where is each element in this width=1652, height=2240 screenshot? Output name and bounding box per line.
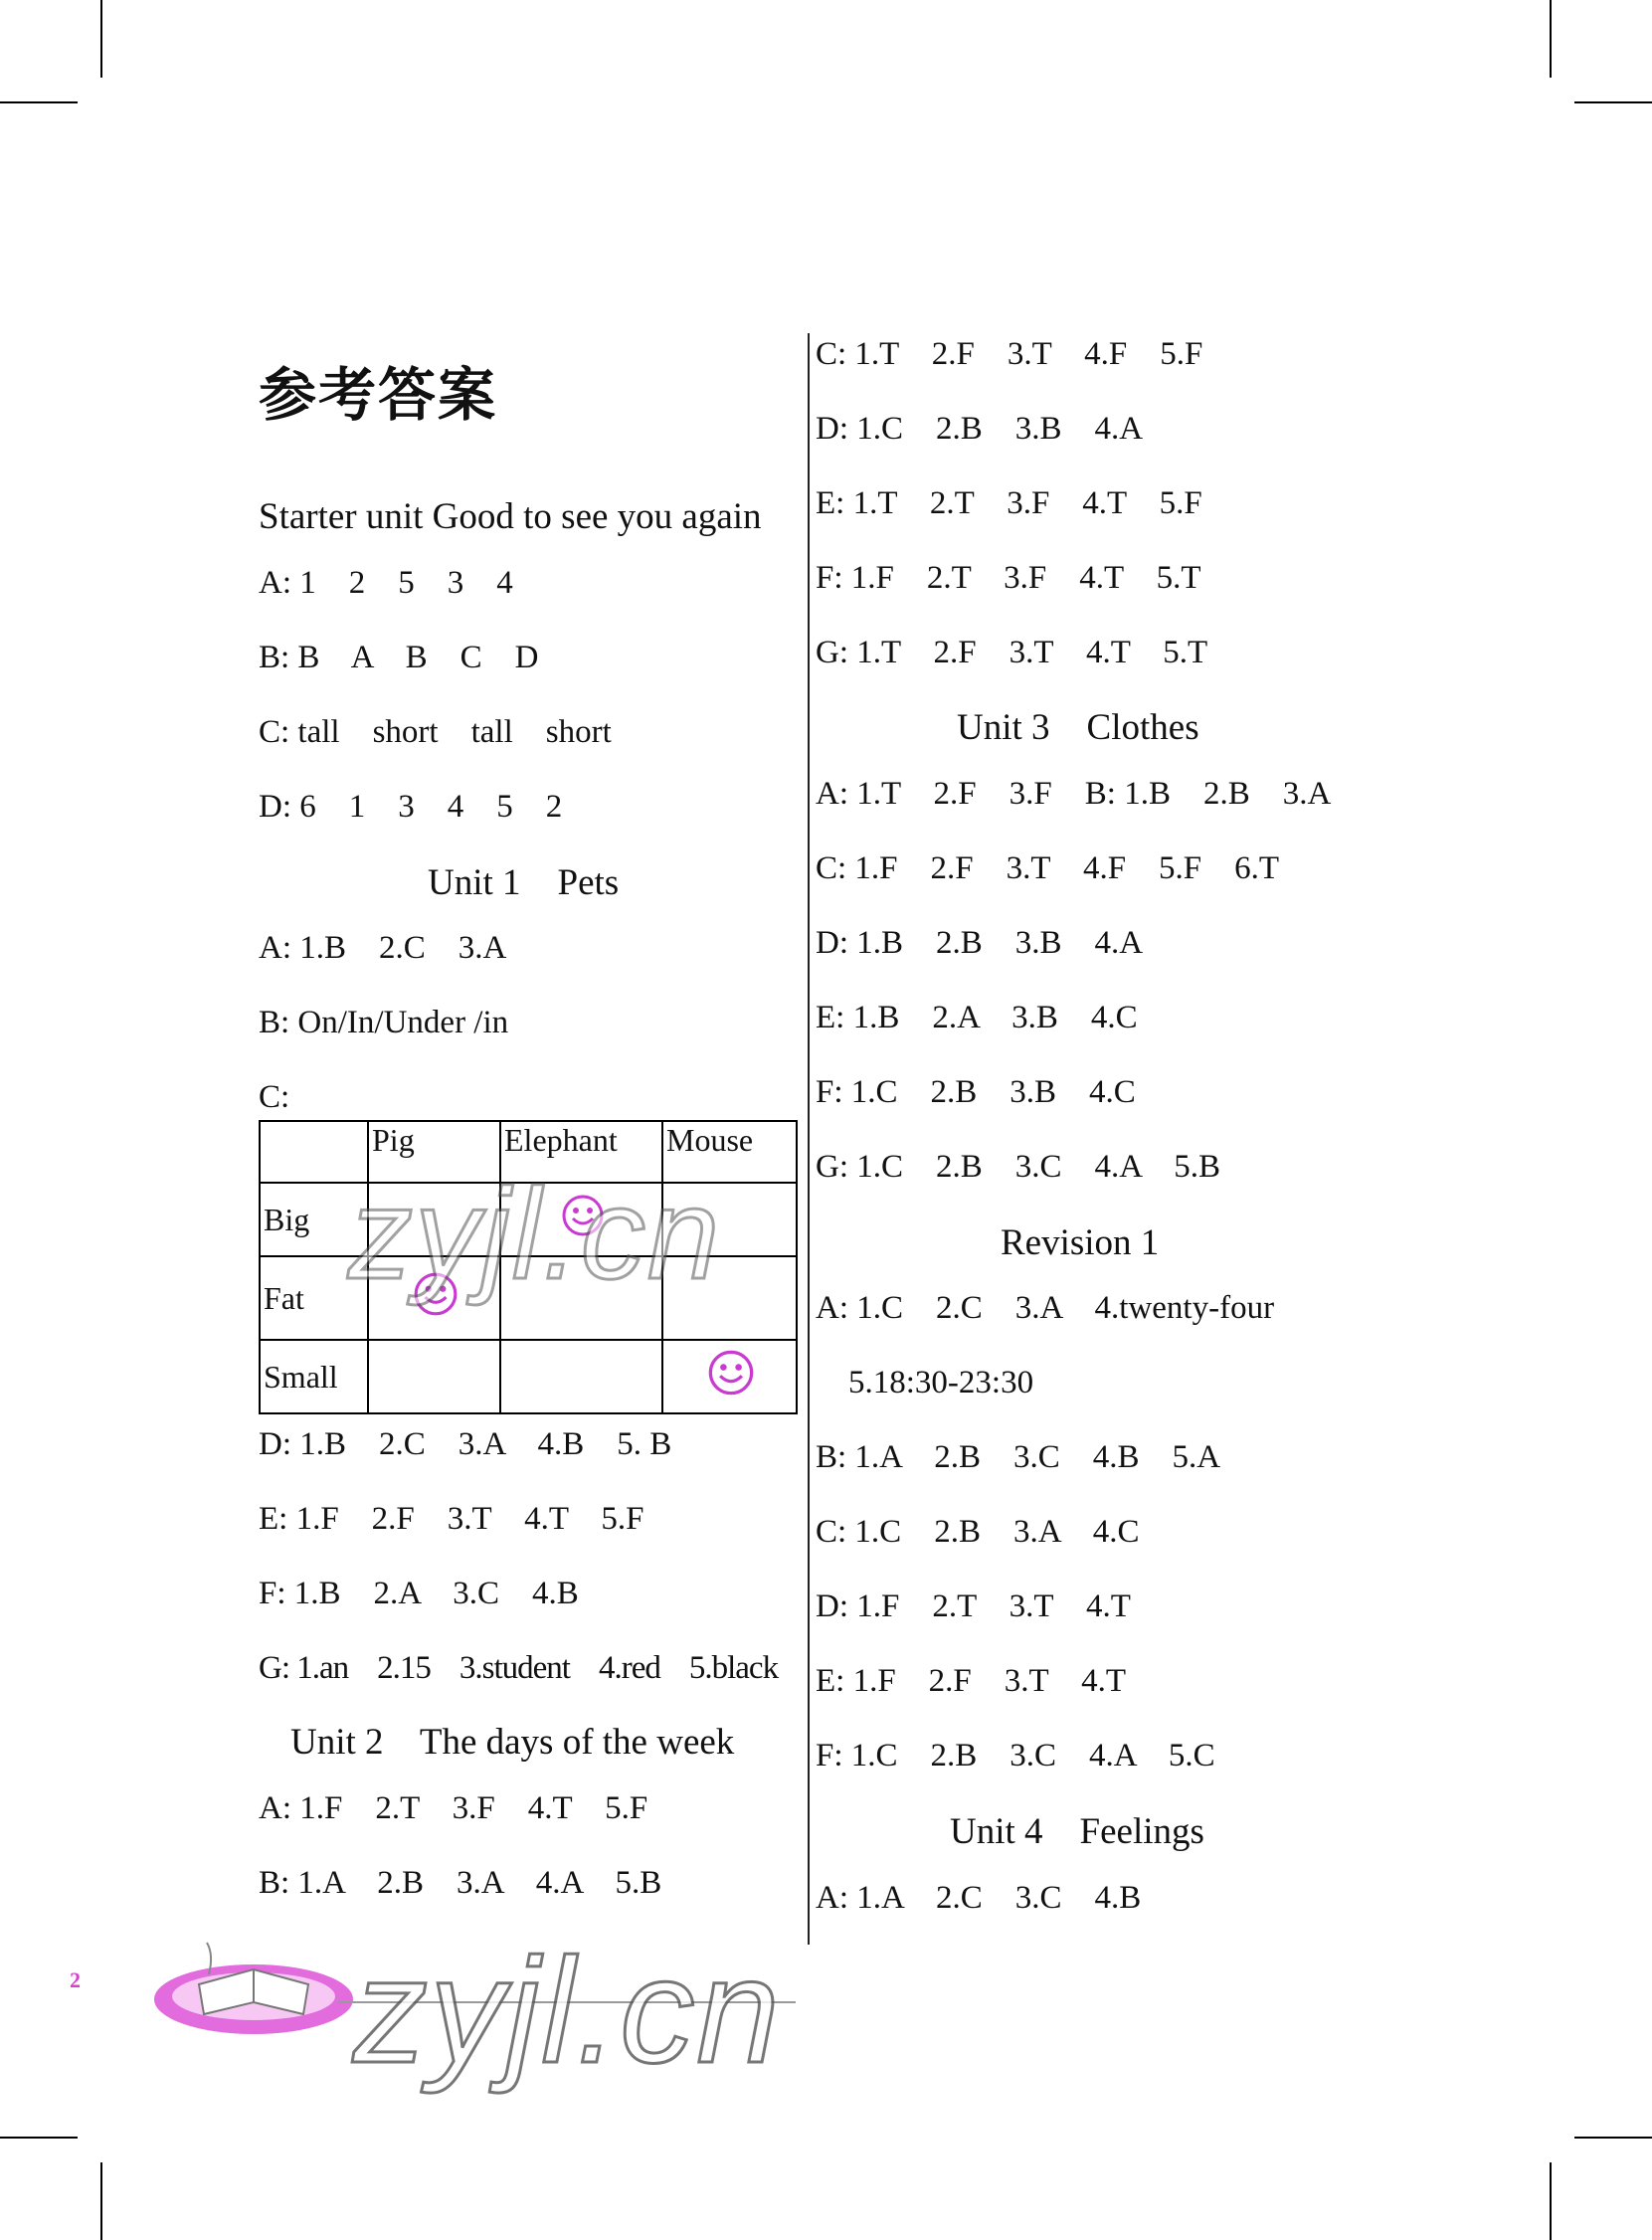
answer-line: D: 1.B 2.B 3.B 4.A — [816, 925, 1144, 961]
answer-line: B: 1.A 2.B 3.C 4.B 5.A — [816, 1439, 1221, 1475]
answer-line: G: 1.T 2.F 3.T 4.T 5.T — [816, 635, 1208, 670]
table-row — [260, 1340, 797, 1413]
answer-line: E: 1.F 2.F 3.T 4.T 5.F — [259, 1501, 644, 1537]
section-heading-unit1: Unit 1 Pets — [428, 862, 620, 903]
answer-line: A: 1.A 2.C 3.C 4.B — [816, 1880, 1142, 1916]
table-header-cell: Pig — [368, 1121, 500, 1183]
crop-mark — [100, 0, 102, 78]
answer-line: D: 6 1 3 4 5 2 — [259, 789, 563, 825]
table-cell — [368, 1340, 500, 1413]
answer-line: A: 1.F 2.T 3.F 4.T 5.F — [259, 1790, 648, 1826]
answer-line: F: 1.B 2.A 3.C 4.B — [259, 1576, 579, 1611]
answer-line: E: 1.T 2.T 3.F 4.T 5.F — [816, 485, 1202, 521]
answer-line: E: 1.B 2.A 3.B 4.C — [816, 1000, 1138, 1035]
smiley-icon — [706, 1348, 756, 1398]
answer-line: C: tall short tall short — [259, 714, 612, 750]
answer-line: C: — [259, 1079, 290, 1115]
row-label: Fat — [260, 1256, 368, 1340]
crop-mark — [0, 101, 78, 103]
column-divider — [808, 333, 810, 1945]
crop-mark — [1574, 2137, 1652, 2139]
answer-line: B: B A B C D — [259, 640, 539, 675]
answer-line: A: 1.C 2.C 3.A 4.twenty-four — [816, 1290, 1275, 1326]
answer-line: C: 1.T 2.F 3.T 4.F 5.F — [816, 336, 1203, 372]
answer-line: E: 1.F 2.F 3.T 4.T — [816, 1663, 1127, 1699]
crop-mark — [1550, 0, 1552, 78]
answer-line: F: 1.C 2.B 3.C 4.A 5.C — [816, 1738, 1215, 1773]
answer-line: D: 1.F 2.T 3.T 4.T — [816, 1588, 1131, 1624]
table-cell — [500, 1340, 662, 1413]
answer-line: C: 1.C 2.B 3.A 4.C — [816, 1514, 1140, 1550]
answer-line: F: 1.C 2.B 3.B 4.C — [816, 1074, 1136, 1110]
answer-line: D: 1.C 2.B 3.B 4.A — [816, 411, 1144, 447]
answer-line: F: 1.F 2.T 3.F 4.T 5.T — [816, 560, 1201, 596]
answer-line: D: 1.B 2.C 3.A 4.B 5. B — [259, 1426, 672, 1462]
answer-line: A: 1.T 2.F 3.F B: 1.B 2.B 3.A — [816, 776, 1332, 812]
page-number: 2 — [70, 1967, 81, 1992]
section-heading-unit2: Unit 2 The days of the week — [290, 1722, 735, 1763]
section-heading-starter: Starter unit Good to see you again — [259, 496, 762, 537]
watermark: zyjl.cn — [348, 1161, 722, 1306]
section-heading-unit4: Unit 4 Feelings — [950, 1811, 1204, 1852]
section-heading-revision1: Revision 1 — [1001, 1222, 1160, 1263]
answer-line: A: 1 2 5 3 4 — [259, 565, 513, 601]
crop-mark — [100, 2162, 102, 2240]
answer-line: 5.18:30-23:30 — [816, 1365, 1034, 1400]
table-header-cell: Mouse — [662, 1121, 797, 1183]
answer-line: C: 1.F 2.F 3.T 4.F 5.F 6.T — [816, 850, 1280, 886]
table-cell — [662, 1340, 797, 1413]
answer-line: A: 1.B 2.C 3.A — [259, 930, 507, 966]
watermark: zyjl.cn — [353, 1927, 782, 2094]
answer-line: G: 1.an 2.15 3.student 4.red 5.black — [259, 1650, 779, 1686]
answer-line: G: 1.C 2.B 3.C 4.A 5.B — [816, 1149, 1221, 1185]
crop-mark — [1574, 101, 1652, 103]
answer-line: B: On/In/Under /in — [259, 1005, 509, 1040]
row-label: Big — [260, 1183, 368, 1256]
page-title: 参考答案 — [259, 361, 498, 429]
crop-mark — [0, 2137, 78, 2139]
row-label: Small — [260, 1340, 368, 1413]
table-header-cell: Elephant — [500, 1121, 662, 1183]
answer-line: B: 1.A 2.B 3.A 4.A 5.B — [259, 1865, 662, 1901]
crop-mark — [1550, 2162, 1552, 2240]
section-heading-unit3: Unit 3 Clothes — [957, 707, 1199, 748]
